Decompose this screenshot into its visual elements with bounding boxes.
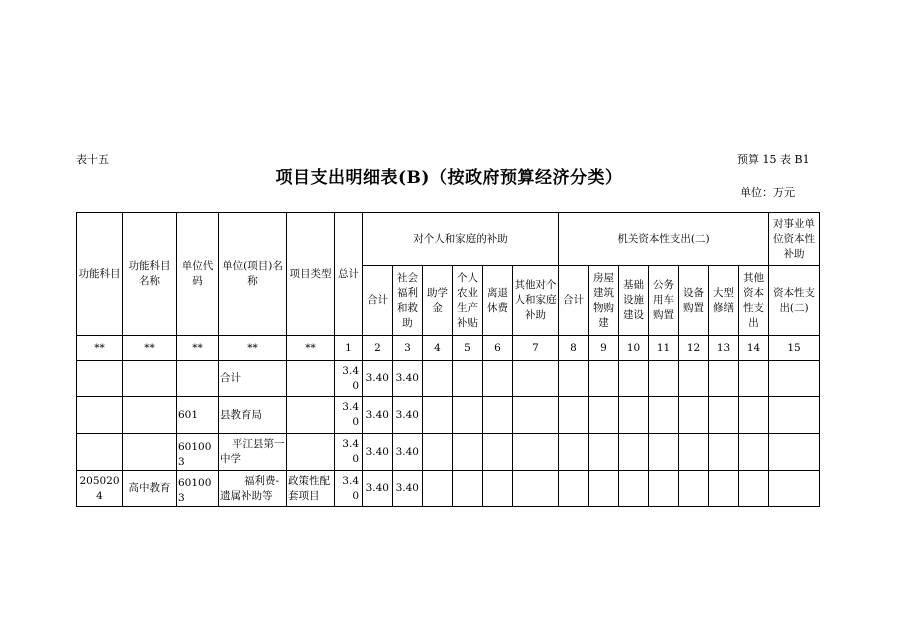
index-cell: 14 [739,336,769,361]
index-cell: ** [77,336,123,361]
cell-total: 3.40 [335,361,363,397]
col-infrastructure: 基础设施建设 [619,266,649,336]
table-code: 预算 15 表 B1 [737,153,810,166]
unit-label: 单位：万元 [740,186,795,199]
cell-empty [679,397,709,434]
col-unit-name: 单位(项目)名称 [219,213,287,336]
cell-empty [423,361,453,397]
cell-social-welfare: 3.40 [393,434,423,471]
col-project-type: 项目类型 [287,213,335,336]
col-vehicle: 公务用车购置 [649,266,679,336]
index-cell: ** [177,336,219,361]
index-cell: ** [219,336,287,361]
cell-empty [769,471,820,507]
cell-empty [619,434,649,471]
header-row-1 [77,213,820,266]
index-cell: 8 [559,336,589,361]
cell-empty [559,397,589,434]
cell-type [287,361,335,397]
index-cell: 4 [423,336,453,361]
cell-func-name: 高中教育 [123,471,177,507]
cell-empty [513,434,559,471]
cell-empty [423,471,453,507]
cell-code: 601 [177,397,219,434]
cell-empty [679,471,709,507]
cell-empty [679,361,709,397]
cell-empty [649,471,679,507]
cell-empty [619,361,649,397]
col-farm-subsidy: 个人农业生产补贴 [453,266,483,336]
cell-name: 合计 [219,361,287,397]
cell-empty [679,434,709,471]
cell-empty [589,471,619,507]
cell-empty [453,397,483,434]
col-building: 房屋建筑物购建 [589,266,619,336]
page-title: 项目支出明细表(B)（按政府预算经济分类） [275,168,623,188]
cell-empty [423,434,453,471]
expenditure-table [76,212,820,507]
cell-type [287,397,335,434]
cell-personal-total: 3.40 [363,434,393,471]
cell-empty [709,397,739,434]
cell-empty [423,397,453,434]
cell-empty [453,361,483,397]
index-cell: 2 [363,336,393,361]
table-row [77,471,820,507]
index-cell: 11 [649,336,679,361]
cell-empty [559,471,589,507]
cell-func-name [123,434,177,471]
cell-empty [709,361,739,397]
cell-empty [619,397,649,434]
index-cell: 13 [709,336,739,361]
cell-empty [739,434,769,471]
cell-personal-total: 3.40 [363,361,393,397]
col-equipment: 设备购置 [679,266,709,336]
cell-empty [739,471,769,507]
cell-empty [649,361,679,397]
index-cell: 10 [619,336,649,361]
index-cell: ** [123,336,177,361]
cell-empty [649,397,679,434]
cell-func-name [123,361,177,397]
cell-name: 平江县第一中学 [219,434,287,471]
cell-personal-total: 3.40 [363,471,393,507]
cell-type: 政策性配套项目 [287,471,335,507]
index-cell: 1 [335,336,363,361]
cell-empty [709,471,739,507]
cell-total: 3.40 [335,434,363,471]
col-func-subject: 功能科目 [77,213,123,336]
cell-empty [739,361,769,397]
col-student-aid: 助学金 [423,266,453,336]
cell-empty [513,397,559,434]
cell-empty [483,361,513,397]
cell-social-welfare: 3.40 [393,361,423,397]
index-cell: 15 [769,336,820,361]
index-cell: 12 [679,336,709,361]
cell-empty [589,361,619,397]
table-row [77,434,820,471]
cell-total: 3.40 [335,397,363,434]
group-personal-subsidy: 对个人和家庭的补助 [363,213,559,266]
cell-empty [453,434,483,471]
cell-empty [453,471,483,507]
cell-func-name [123,397,177,434]
col-social-welfare: 社会福利和救助 [393,266,423,336]
index-cell: 5 [453,336,483,361]
cell-type [287,434,335,471]
table-number: 表十五 [76,153,109,166]
cell-empty [513,361,559,397]
index-cell: 3 [393,336,423,361]
col-personal-total: 合计 [363,266,393,336]
group-capital-expenditure: 机关资本性支出(二) [559,213,769,266]
col-unit-code: 单位代码 [177,213,219,336]
cell-name: 福利费-遗属补助等 [219,471,287,507]
cell-code [177,361,219,397]
cell-empty [709,434,739,471]
cell-empty [559,434,589,471]
col-repair: 大型修缮 [709,266,739,336]
cell-empty [483,471,513,507]
col-capital-total: 合计 [559,266,589,336]
cell-empty [483,397,513,434]
table-row [77,397,820,434]
cell-func: 2050204 [77,471,123,507]
cell-name: 县教育局 [219,397,287,434]
cell-empty [739,397,769,434]
cell-func [77,397,123,434]
cell-personal-total: 3.40 [363,397,393,434]
cell-empty [513,471,559,507]
col-enterprise-capital: 资本性支出(二) [769,266,820,336]
index-cell: ** [287,336,335,361]
cell-total: 3.40 [335,471,363,507]
col-other-personal: 其他对个人和家庭补助 [513,266,559,336]
cell-func [77,434,123,471]
index-cell: 9 [589,336,619,361]
cell-empty [769,397,820,434]
col-func-subject-name: 功能科目名称 [123,213,177,336]
cell-empty [769,361,820,397]
table-row [77,361,820,397]
col-retirement: 离退休费 [483,266,513,336]
cell-empty [769,434,820,471]
cell-empty [559,361,589,397]
cell-code: 601003 [177,471,219,507]
cell-empty [619,471,649,507]
col-other-capital: 其他资本性支出 [739,266,769,336]
col-total: 总计 [335,213,363,336]
group-enterprise-capital: 对事业单位资本性补助 [769,213,820,266]
cell-social-welfare: 3.40 [393,397,423,434]
cell-empty [589,434,619,471]
cell-empty [649,434,679,471]
index-cell: 7 [513,336,559,361]
cell-empty [589,397,619,434]
cell-empty [483,434,513,471]
cell-code: 601003 [177,434,219,471]
cell-social-welfare: 3.40 [393,471,423,507]
index-row [77,336,820,361]
index-cell: 6 [483,336,513,361]
cell-func [77,361,123,397]
